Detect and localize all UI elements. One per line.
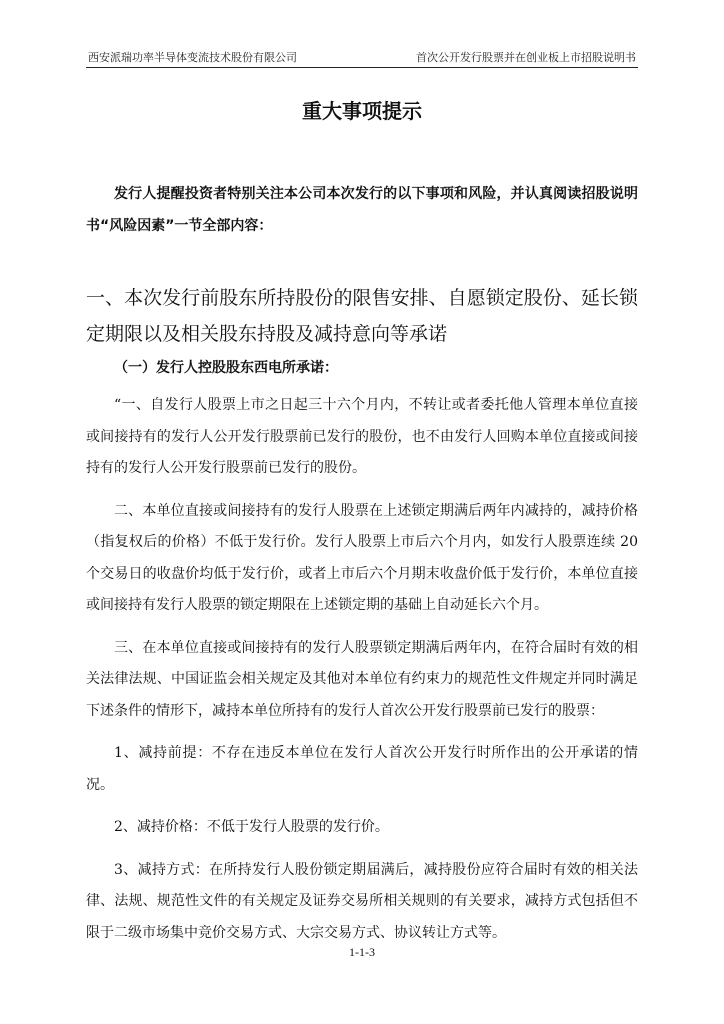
subsection-heading: （一）发行人控股股东西电所承诺：: [114, 360, 338, 376]
paragraph: 2、减持价格：不低于发行人股票的发行价。: [114, 819, 389, 835]
body-text: [86, 390, 638, 960]
header-company: 西安派瑞功率半导体变流技术股份有限公司: [88, 51, 297, 64]
running-header: [88, 50, 636, 66]
page-number: 1-1-3: [349, 945, 375, 959]
section-heading: 一、本次发行前股东所持股份的限售安排、自愿锁定股份、延长锁定期限以及相关股东持股及减持意向等承诺: [86, 287, 638, 345]
paragraph: 3、减持方式：在所持发行人股份锁定期届满后，减持股份应符合届时有效的相关法律、法规、规范性文件的有关规定及证券交易所相关规则的有关要求，减持方式包括但不限于二级市场集中竞价交易方式、大宗交易方式、协议转让方式等。: [86, 861, 638, 941]
header-rule: [86, 67, 638, 68]
paragraph: “一、自发行人股票上市之日起三十六个月内，不转让或者委托他人管理本单位直接或间接持有的发行人公开发行股票前已发行的股份，也不由发行人回购本单位直接或间接持有的发行人公开发行股票前已发行的股份。: [86, 397, 638, 476]
header-doc-title: 首次公开发行股票并在创业板上市招股说明书: [416, 51, 636, 64]
intro-paragraph: 发行人提醒投资者特别关注本公司本次发行的以下事项和风险，并认真阅读招股说明书“风险因素”一节全部内容：: [86, 186, 638, 234]
page-title: 重大事项提示: [302, 99, 422, 123]
paragraph: 二、本单位直接或间接持有的发行人股票在上述锁定期满后两年内减持的，减持价格（指复权后的价格）不低于发行价。发行人股票上市后六个月内，如发行人股票连续 20 个交易日的收盘价均低于发行价，或者上市后六个月期末收盘价低于发行价，本单位直接或间接持有发行人股票的锁定期限在上述锁定期的基础上自动延长六个月。: [86, 502, 638, 613]
paragraph: 1、减持前提：不存在违反本单位在发行人首次公开发行时所作出的公开承诺的情况。: [86, 745, 638, 793]
paragraph: 三、在本单位直接或间接持有的发行人股票锁定期满后两年内，在符合届时有效的相关法律法规、中国证监会相关规定及其他对本单位有约束力的规范性文件规定并同时满足下述条件的情形下，减持本单位所持有的发行人首次公开发行股票前已发行的股票：: [86, 639, 638, 719]
